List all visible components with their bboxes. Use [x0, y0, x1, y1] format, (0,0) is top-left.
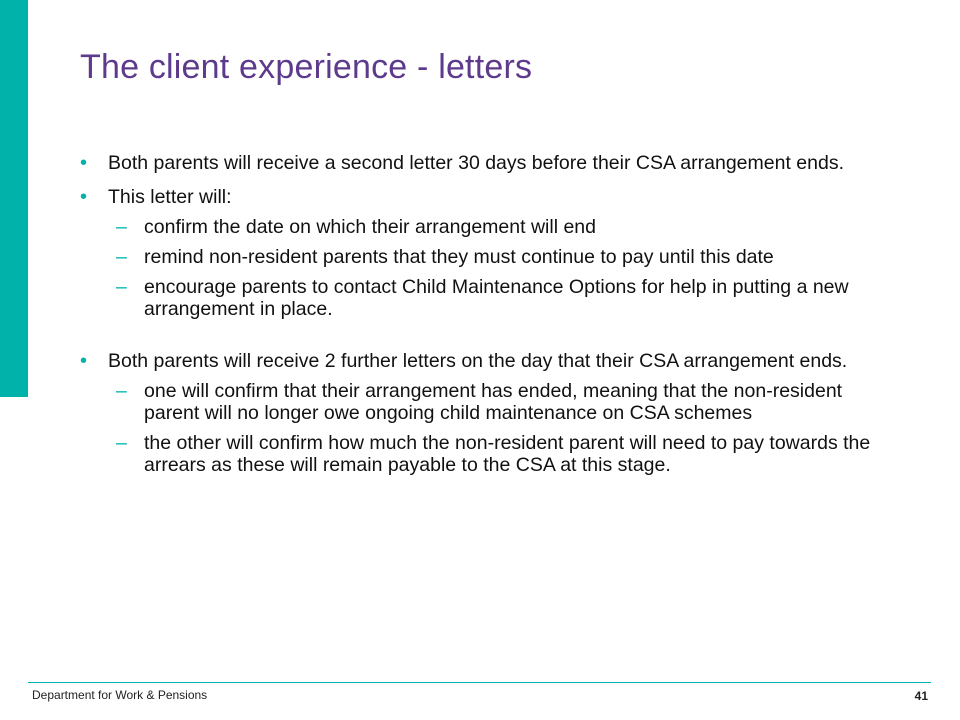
page-number: 41 [914, 689, 928, 703]
bullet-text: This letter will: [108, 186, 232, 208]
bullet-item [80, 186, 900, 208]
sub-bullet-marker: – [116, 432, 127, 454]
footer-organisation: Department for Work & Pensions [32, 688, 208, 702]
sub-bullet-item [80, 432, 900, 476]
sub-bullet-marker: – [116, 380, 127, 402]
bullet-marker: • [80, 186, 88, 208]
sub-bullet-text: encourage parents to contact Child Maintenance Options for help in putting a new arrangement in place. [144, 276, 849, 320]
sub-bullet-item [80, 216, 900, 238]
slide-content [80, 152, 900, 476]
bullet-item [80, 152, 900, 174]
sub-bullet-marker: – [116, 276, 127, 298]
bullet-marker: • [80, 152, 88, 174]
footer-divider [28, 682, 931, 683]
accent-bar [0, 0, 28, 397]
sub-bullet-marker: – [116, 246, 127, 268]
sub-bullet-marker: – [116, 216, 127, 238]
sub-bullet-text: one will confirm that their arrangement has ended, meaning that the non-resident parent will no longer owe ongoing child maintenance on CSA schemes [144, 380, 843, 424]
sub-bullet-text: the other will confirm how much the non-resident parent will need to pay towards the arrears as these will remain payable to the CSA at this stage. [144, 432, 871, 476]
bullet-text: Both parents will receive a second letter 30 days before their CSA arrangement ends. [108, 152, 844, 174]
slide-title: The client experience - letters [80, 48, 533, 86]
sub-bullet-item [80, 276, 900, 320]
bullet-text: Both parents will receive 2 further letters on the day that their CSA arrangement ends. [108, 350, 848, 372]
sub-bullet-text: confirm the date on which their arrangement will end [144, 216, 596, 238]
sub-bullet-text: remind non-resident parents that they must continue to pay until this date [144, 246, 774, 268]
bullet-marker: • [80, 350, 88, 372]
sub-bullet-item [80, 246, 900, 268]
bullet-item [80, 350, 900, 372]
sub-bullet-item [80, 380, 900, 424]
